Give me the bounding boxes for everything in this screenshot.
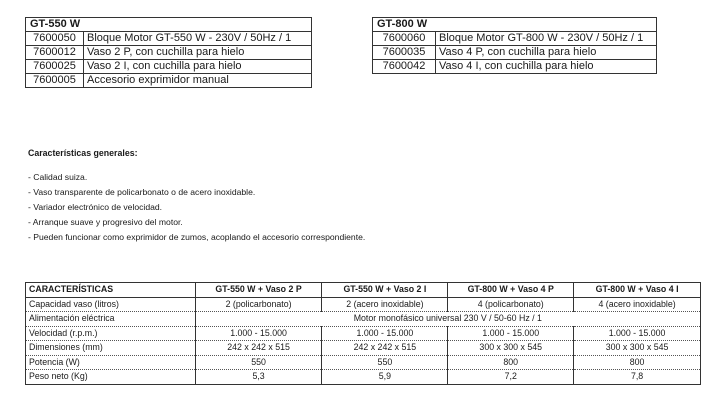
row-label: Velocidad (r.p.m.) [26,326,196,341]
cell-value: 1.000 - 15.000 [195,326,322,341]
table-row [26,60,312,74]
cell-value: 1.000 - 15.000 [322,326,448,341]
part-code: 7600012 [26,46,84,60]
column-header-gt550-vaso2p: GT-550 W + Vaso 2 P [195,283,322,298]
part-description: Vaso 2 I, con cuchilla para hielo [84,60,312,74]
list-item: - Calidad suiza. [28,172,88,182]
row-label: Peso neto (Kg) [26,370,196,385]
cell-value-spanning: Motor monofásico universal 230 V / 50-60 Hz / 1 [195,312,700,327]
features-heading: Características generales: [28,148,138,158]
table-row [373,46,657,60]
gt800-parts-table [372,17,657,74]
general-features [28,148,365,245]
table-row [26,341,701,356]
table-header-row [373,18,657,32]
table-row [26,312,701,327]
cell-value: 300 x 300 x 545 [574,341,701,356]
row-label: Potencia (W) [26,355,196,370]
column-header-gt550-vaso2i: GT-550 W + Vaso 2 I [322,283,448,298]
cell-value: 550 [195,355,322,370]
cell-value: 2 (acero inoxidable) [322,297,448,312]
table-row [373,60,657,74]
part-description: Vaso 2 P, con cuchilla para hielo [84,46,312,60]
cell-value: 1.000 - 15.000 [574,326,701,341]
part-description: Vaso 4 P, con cuchilla para hielo [436,46,657,60]
table-row [26,46,312,60]
gt550-parts-table [25,17,312,88]
part-description: Bloque Motor GT-550 W - 230V / 50Hz / 1 [84,32,312,46]
part-code: 7600035 [373,46,436,60]
cell-value: 800 [574,355,701,370]
part-description: Accesorio exprimidor manual [84,74,312,88]
cell-value: 4 (policarbonato) [448,297,574,312]
table-row [26,74,312,88]
part-code: 7600025 [26,60,84,74]
column-header-characteristics: CARACTERÍSTICAS [26,283,196,298]
list-item: - Pueden funcionar como exprimidor de zumos, acoplando el accesorio correspondiente. [28,232,366,242]
cell-value: 4 (acero inoxidable) [574,297,701,312]
column-header-gt800-vaso4i: GT-800 W + Vaso 4 I [574,283,701,298]
cell-value: 7,2 [448,370,574,385]
list-item: - Variador electrónico de velocidad. [28,202,163,212]
specifications-table [25,282,701,385]
table-row [26,297,701,312]
list-item: - Arranque suave y progresivo del motor. [28,217,183,227]
part-code: 7600042 [373,60,436,74]
part-code: 7600005 [26,74,84,88]
cell-value: 800 [448,355,574,370]
table-row [26,355,701,370]
gt550-table-title: GT-550 W [26,18,312,32]
gt800-table-title: GT-800 W [373,18,657,32]
cell-value: 242 x 242 x 515 [195,341,322,356]
cell-value: 5,9 [322,370,448,385]
cell-value: 550 [322,355,448,370]
row-label: Dimensiones (mm) [26,341,196,356]
part-description: Vaso 4 I, con cuchilla para hielo [436,60,657,74]
row-label: Capacidad vaso (litros) [26,297,196,312]
table-header-row [26,283,701,298]
part-code: 7600060 [373,32,436,46]
part-code: 7600050 [26,32,84,46]
features-list [28,170,365,245]
cell-value: 2 (policarbonato) [195,297,322,312]
cell-value: 300 x 300 x 545 [448,341,574,356]
table-row [26,326,701,341]
list-item: - Vaso transparente de policarbonato o de acero inoxidable. [28,187,256,197]
cell-value: 5,3 [195,370,322,385]
cell-value: 7,8 [574,370,701,385]
table-row [26,370,701,385]
cell-value: 1.000 - 15.000 [448,326,574,341]
table-row [26,32,312,46]
column-header-gt800-vaso4p: GT-800 W + Vaso 4 P [448,283,574,298]
part-description: Bloque Motor GT-800 W - 230V / 50Hz / 1 [436,32,657,46]
table-row [373,32,657,46]
cell-value: 242 x 242 x 515 [322,341,448,356]
table-header-row [26,18,312,32]
row-label: Alimentación eléctrica [26,312,196,327]
